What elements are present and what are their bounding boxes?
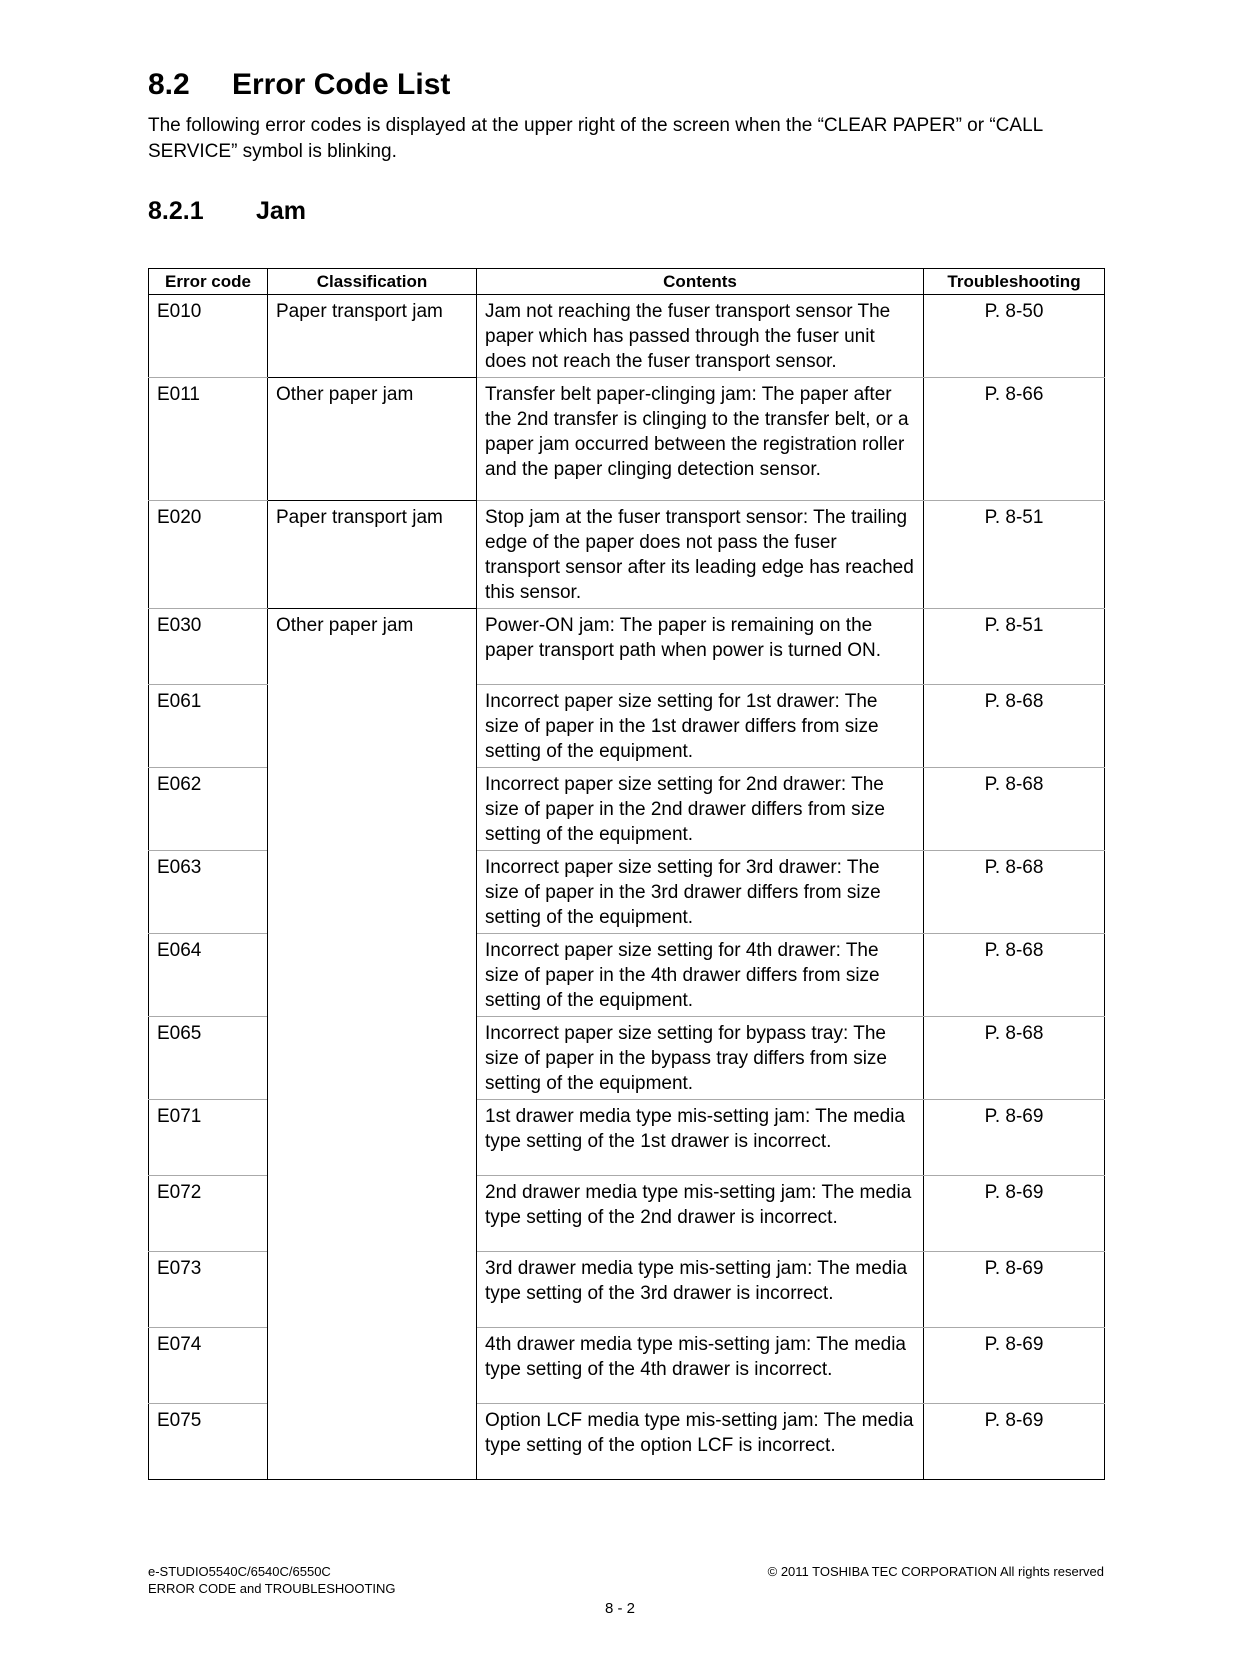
contents-cell: Transfer belt paper-clinging jam: The paper after the 2nd transfer is clinging to the transfer belt, or a paper jam occurred between the registration roller and the paper clinging detection sensor. xyxy=(477,378,924,501)
section-number: 8.2 xyxy=(148,68,190,101)
error-code-cell: E065 xyxy=(149,1017,268,1100)
troubleshooting-cell: P. 8-68 xyxy=(924,851,1105,934)
subsection-heading xyxy=(148,197,306,226)
header-error-code: Error code xyxy=(149,269,268,295)
troubleshooting-cell: P. 8-51 xyxy=(924,609,1105,685)
table-header-row xyxy=(149,269,1105,295)
contents-cell: Incorrect paper size setting for 4th drawer: The size of paper in the 4th drawer differs from size setting of the equipment. xyxy=(477,934,924,1017)
troubleshooting-cell: P. 8-69 xyxy=(924,1100,1105,1176)
section-title: Error Code List xyxy=(232,68,451,101)
troubleshooting-cell: P. 8-68 xyxy=(924,768,1105,851)
footer-doc-title: ERROR CODE and TROUBLESHOOTING xyxy=(148,1581,396,1596)
table-row xyxy=(149,378,1105,501)
page-number: 8 - 2 xyxy=(604,1600,635,1617)
error-code-cell: E011 xyxy=(149,378,268,501)
troubleshooting-cell: P. 8-68 xyxy=(924,685,1105,768)
troubleshooting-cell: P. 8-69 xyxy=(924,1328,1105,1404)
contents-cell: Option LCF media type mis-setting jam: The media type setting of the option LCF is incorrect. xyxy=(477,1404,924,1480)
contents-cell: 3rd drawer media type mis-setting jam: The media type setting of the 3rd drawer is incorrect. xyxy=(477,1252,924,1328)
classification-cell: Paper transport jam xyxy=(268,295,477,378)
error-code-cell: E064 xyxy=(149,934,268,1017)
classification-cell: Paper transport jam xyxy=(268,501,477,609)
classification-cell: Other paper jam xyxy=(268,609,477,1480)
subsection-title: Jam xyxy=(256,197,307,225)
error-code-cell: E073 xyxy=(149,1252,268,1328)
troubleshooting-cell: P. 8-66 xyxy=(924,378,1105,501)
error-code-cell: E030 xyxy=(149,609,268,685)
section-heading xyxy=(148,68,450,102)
error-code-cell: E072 xyxy=(149,1176,268,1252)
header-contents: Contents xyxy=(477,269,924,295)
table-row xyxy=(149,501,1105,609)
header-troubleshooting: Troubleshooting xyxy=(924,269,1105,295)
footer-left xyxy=(148,1563,396,1597)
contents-cell: Stop jam at the fuser transport sensor: The trailing edge of the paper does not pass the fuser transport sensor after its leading edge has reached this sensor. xyxy=(477,501,924,609)
table-row xyxy=(149,295,1105,378)
error-code-cell: E071 xyxy=(149,1100,268,1176)
troubleshooting-cell: P. 8-68 xyxy=(924,934,1105,1017)
troubleshooting-cell: P. 8-69 xyxy=(924,1252,1105,1328)
footer-model: e-STUDIO5540C/6540C/6550C xyxy=(148,1564,331,1579)
contents-cell: 2nd drawer media type mis-setting jam: The media type setting of the 2nd drawer is incorrect. xyxy=(477,1176,924,1252)
error-code-cell: E075 xyxy=(149,1404,268,1480)
contents-cell: Power-ON jam: The paper is remaining on the paper transport path when power is turned ON. xyxy=(477,609,924,685)
table-row xyxy=(149,609,1105,685)
classification-cell: Other paper jam xyxy=(268,378,477,501)
contents-cell: Jam not reaching the fuser transport sensor The paper which has passed through the fuser unit does not reach the fuser transport sensor. xyxy=(477,295,924,378)
error-code-cell: E061 xyxy=(149,685,268,768)
troubleshooting-cell: P. 8-69 xyxy=(924,1176,1105,1252)
error-code-cell: E074 xyxy=(149,1328,268,1404)
contents-cell: Incorrect paper size setting for 3rd drawer: The size of paper in the 3rd drawer differs from size setting of the equipment. xyxy=(477,851,924,934)
troubleshooting-cell: P. 8-51 xyxy=(924,501,1105,609)
error-code-cell: E020 xyxy=(149,501,268,609)
troubleshooting-cell: P. 8-69 xyxy=(924,1404,1105,1480)
contents-cell: Incorrect paper size setting for 1st drawer: The size of paper in the 1st drawer differs from size setting of the equipment. xyxy=(477,685,924,768)
error-code-table xyxy=(148,268,1105,1480)
troubleshooting-cell: P. 8-68 xyxy=(924,1017,1105,1100)
footer-copyright: © 2011 TOSHIBA TEC CORPORATION All rights reserved xyxy=(767,1564,1104,1579)
error-code-cell: E063 xyxy=(149,851,268,934)
error-code-cell: E010 xyxy=(149,295,268,378)
contents-cell: 4th drawer media type mis-setting jam: The media type setting of the 4th drawer is incorrect. xyxy=(477,1328,924,1404)
intro-paragraph: The following error codes is displayed at the upper right of the screen when the “CLEAR PAPER” or “CALL SERVICE” symbol is blinking. xyxy=(148,115,1043,162)
header-classification: Classification xyxy=(268,269,477,295)
error-code-cell: E062 xyxy=(149,768,268,851)
contents-cell: Incorrect paper size setting for bypass tray: The size of paper in the bypass tray differs from size setting of the equipment. xyxy=(477,1017,924,1100)
subsection-number: 8.2.1 xyxy=(148,197,204,225)
contents-cell: Incorrect paper size setting for 2nd drawer: The size of paper in the 2nd drawer differs from size setting of the equipment. xyxy=(477,768,924,851)
troubleshooting-cell: P. 8-50 xyxy=(924,295,1105,378)
contents-cell: 1st drawer media type mis-setting jam: The media type setting of the 1st drawer is incorrect. xyxy=(477,1100,924,1176)
